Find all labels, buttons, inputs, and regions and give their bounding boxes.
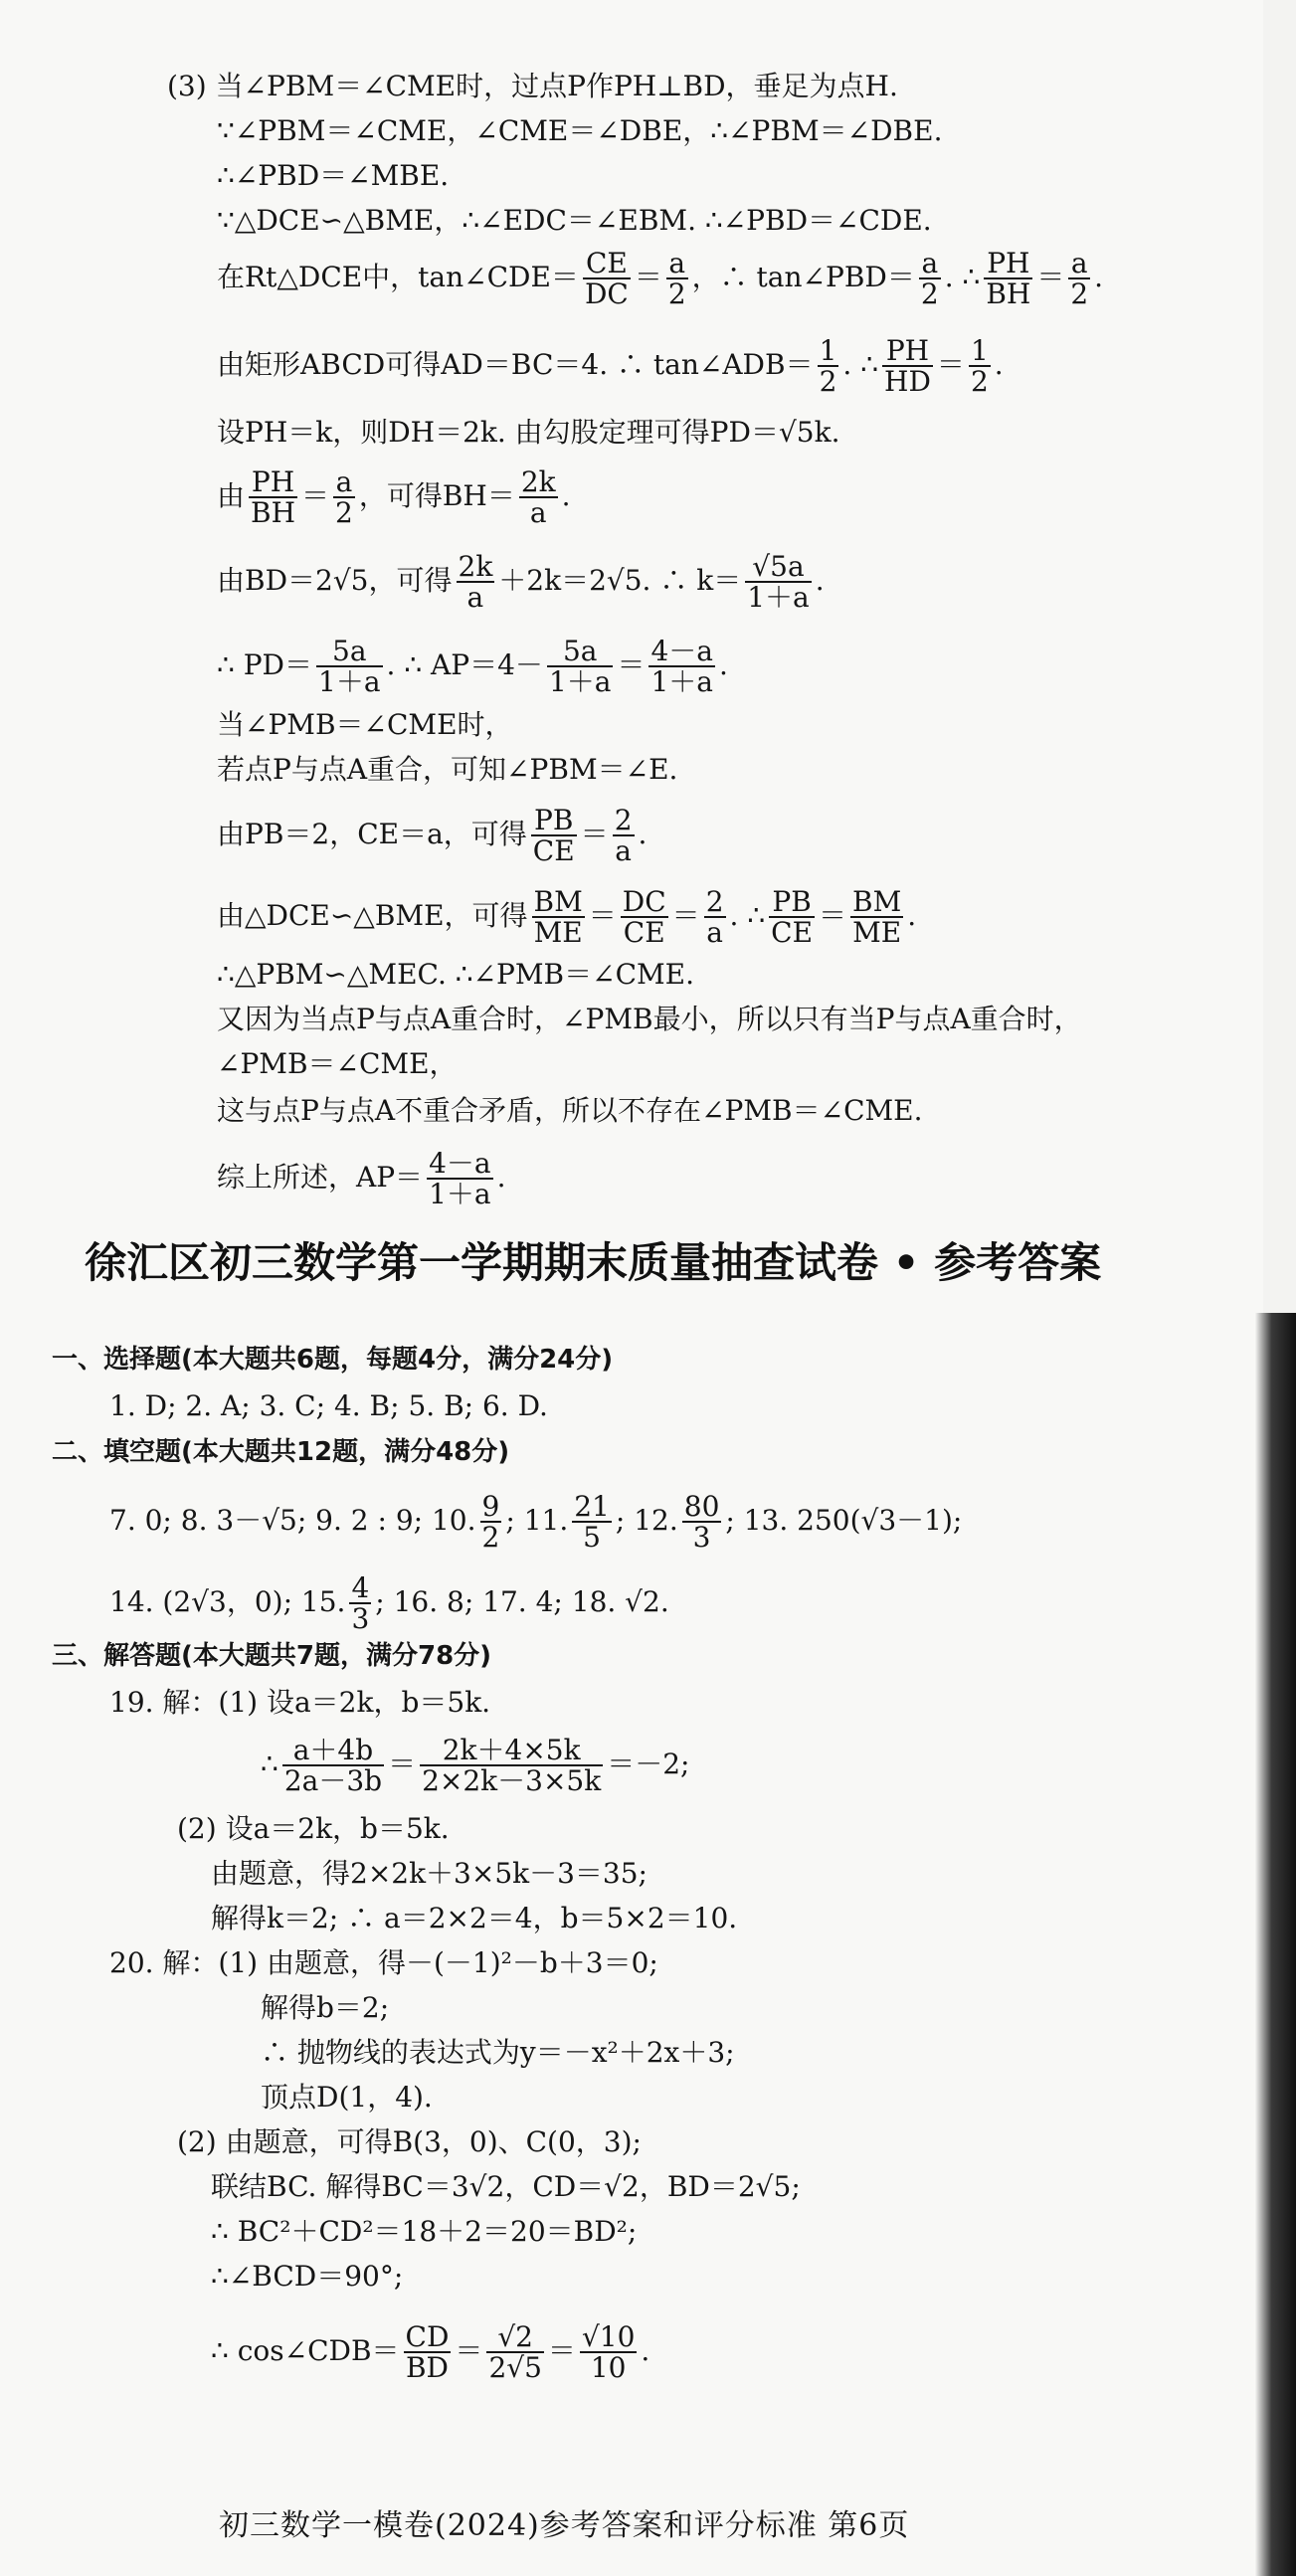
denominator: 1＋a bbox=[747, 581, 810, 615]
text: 由PB＝2，CE＝a，可得 bbox=[217, 817, 527, 850]
numerator: PH bbox=[249, 467, 297, 498]
text: . bbox=[907, 898, 917, 932]
denominator: 5 bbox=[583, 1521, 601, 1555]
denominator: 2 bbox=[1070, 277, 1089, 311]
numerator: CE bbox=[583, 249, 631, 279]
text: ∴ bbox=[261, 1747, 278, 1780]
part3-line-17: ∠PMB＝∠CME， bbox=[217, 1047, 458, 1080]
text: ＝ bbox=[455, 2333, 483, 2367]
text: . bbox=[1094, 260, 1104, 293]
denominator: 2×2k－3×5k bbox=[422, 1764, 602, 1798]
part3-line-1: (3) 当∠PBM＝∠CME时，过点P作PH⊥BD，垂足为点H. bbox=[167, 70, 898, 102]
numerator: a bbox=[1068, 249, 1090, 279]
numerator: PB bbox=[531, 806, 577, 836]
numerator: 2 bbox=[705, 885, 724, 918]
part3-line-12: 若点P与点A重合，可知∠PBM＝∠E. bbox=[217, 753, 678, 786]
q20-line-9 bbox=[211, 2322, 649, 2383]
text: ＝ bbox=[547, 2333, 576, 2367]
denominator: 3 bbox=[351, 1602, 370, 1636]
numerator: a bbox=[333, 467, 355, 498]
part3-line-10 bbox=[217, 637, 728, 697]
q19-line-4: 由题意，得2×2k＋3×5k－3＝35; bbox=[211, 1857, 648, 1890]
part3-line-8 bbox=[217, 467, 571, 528]
fraction bbox=[532, 887, 585, 948]
text: 由矩形ABCD可得AD＝BC＝4. ∴ tan∠ADB＝ bbox=[217, 347, 814, 381]
denominator: BH bbox=[986, 277, 1031, 311]
fraction bbox=[457, 552, 495, 613]
text: ＝ bbox=[671, 898, 700, 932]
numerator: CD bbox=[405, 2320, 450, 2353]
numerator: 4－a bbox=[429, 1147, 491, 1180]
text: 14. (2√3，0); 15. bbox=[109, 1584, 346, 1618]
section-heading-solution: 三、解答题(本大题共7题，满分78分) bbox=[52, 1641, 492, 1671]
fraction bbox=[249, 467, 297, 528]
fraction bbox=[769, 887, 815, 948]
numerator: √10 bbox=[581, 2320, 636, 2353]
numerator: 1 bbox=[819, 334, 837, 367]
numerator: 5a bbox=[316, 637, 383, 667]
numerator: DC bbox=[622, 885, 666, 918]
fraction bbox=[580, 2322, 637, 2383]
fraction bbox=[648, 637, 715, 697]
fraction bbox=[480, 1492, 502, 1553]
part3-line-5 bbox=[217, 249, 1103, 309]
denominator: CE bbox=[532, 834, 575, 868]
part3-line-18: 这与点P与点A不重合矛盾，所以不存在∠PMB＝∠CME. bbox=[217, 1094, 923, 1127]
part3-line-19 bbox=[217, 1149, 505, 1209]
denominator: ME bbox=[533, 916, 583, 950]
fraction bbox=[572, 1492, 612, 1553]
numerator: a bbox=[666, 249, 688, 279]
text: . bbox=[994, 347, 1004, 381]
denominator: 3 bbox=[692, 1521, 711, 1555]
part3-line-15: ∴△PBM∽△MEC. ∴∠PMB＝∠CME. bbox=[217, 958, 695, 991]
denominator: 2 bbox=[970, 365, 989, 399]
text: . bbox=[718, 647, 728, 681]
denominator: a bbox=[706, 916, 723, 950]
part3-line-11: 当∠PMB＝∠CME时， bbox=[217, 708, 513, 741]
section-heading-fill: 二、填空题(本大题共12题，满分48分) bbox=[52, 1437, 510, 1467]
fraction bbox=[519, 467, 558, 528]
fraction bbox=[282, 1736, 384, 1796]
denominator: a bbox=[529, 496, 547, 530]
denominator: 2 bbox=[920, 277, 939, 311]
numerator: 2k＋4×5k bbox=[420, 1736, 603, 1766]
text: . ∴ bbox=[729, 898, 766, 932]
text: ＋2k＝2√5. ∴ k＝ bbox=[498, 563, 742, 597]
q20-line-5: (2) 由题意，可得B(3，0)、C(0，3); bbox=[177, 2125, 642, 2158]
text: 在Rt△DCE中，tan∠CDE＝ bbox=[217, 260, 579, 293]
fraction bbox=[420, 1736, 603, 1796]
text: . bbox=[561, 478, 571, 512]
choice-answers: 1. D; 2. A; 3. C; 4. B; 5. B; 6. D. bbox=[109, 1389, 548, 1422]
numerator: 5a bbox=[547, 637, 614, 667]
text: 7. 0; 8. 3－√5; 9. 2 : 9; 10. bbox=[109, 1503, 476, 1537]
text: ∴ PD＝ bbox=[217, 647, 313, 681]
fraction bbox=[613, 806, 635, 866]
text: . bbox=[638, 817, 648, 850]
text: ，可得BH＝ bbox=[358, 478, 515, 512]
numerator: PB bbox=[769, 887, 815, 918]
numerator: a＋4b bbox=[282, 1736, 384, 1766]
numerator: 4 bbox=[351, 1571, 370, 1604]
text: ＝ bbox=[388, 1747, 417, 1780]
denominator: 10 bbox=[590, 2351, 627, 2385]
text: ＝ bbox=[617, 647, 646, 681]
text: . bbox=[815, 563, 825, 597]
text: ＝ bbox=[819, 898, 847, 932]
q20-line-4: 顶点D(1，4). bbox=[261, 2081, 433, 2114]
text: ; 12. bbox=[615, 1503, 678, 1537]
numerator: PH bbox=[882, 336, 933, 367]
text: ∴ cos∠CDB＝ bbox=[211, 2333, 400, 2367]
text: ; 16. 8; 17. 4; 18. √2. bbox=[375, 1584, 669, 1618]
denominator: BH bbox=[251, 496, 296, 530]
fraction bbox=[850, 887, 903, 948]
fraction bbox=[316, 637, 383, 697]
q19-line-2 bbox=[261, 1736, 689, 1796]
denominator: DC bbox=[584, 277, 629, 311]
text: ＝ bbox=[936, 347, 965, 381]
denominator: 2√5 bbox=[488, 2351, 542, 2385]
denominator: ME bbox=[852, 916, 902, 950]
denominator: 1＋a bbox=[429, 1178, 491, 1211]
page-edge-shadow bbox=[1255, 1313, 1296, 2576]
part3-line-4: ∵△DCE∽△BME，∴∠EDC＝∠EBM. ∴∠PBD＝∠CDE. bbox=[217, 204, 932, 237]
fraction bbox=[404, 2322, 452, 2383]
numerator: 21 bbox=[574, 1490, 610, 1523]
denominator: CE bbox=[623, 916, 665, 950]
text: ＝ bbox=[1036, 260, 1065, 293]
q19-line-1: 19. 解：(1) 设a＝2k，b＝5k. bbox=[109, 1686, 491, 1719]
numerator: 4－a bbox=[650, 635, 713, 667]
denominator: 2 bbox=[335, 496, 353, 530]
numerator: 80 bbox=[683, 1490, 720, 1523]
part3-line-2: ∵∠PBM＝∠CME，∠CME＝∠DBE，∴∠PBM＝∠DBE. bbox=[217, 114, 943, 147]
text: ＝ bbox=[588, 898, 617, 932]
fraction bbox=[704, 887, 726, 948]
fraction bbox=[745, 552, 812, 613]
fraction bbox=[621, 887, 668, 948]
fraction bbox=[486, 2322, 543, 2383]
text: 由△DCE∽△BME，可得 bbox=[217, 898, 528, 932]
fraction bbox=[427, 1149, 493, 1209]
text: ＝ bbox=[634, 260, 662, 293]
text: ＝ bbox=[580, 817, 609, 850]
numerator: BM bbox=[533, 885, 583, 918]
denominator: BD bbox=[405, 2351, 449, 2385]
numerator: PH bbox=[984, 249, 1032, 279]
text: ; 13. 250(√3－1); bbox=[725, 1503, 963, 1537]
fraction bbox=[349, 1573, 371, 1634]
fraction bbox=[984, 249, 1032, 309]
numerator: √5a bbox=[745, 552, 812, 583]
q20-line-3: ∴ 抛物线的表达式为y＝－x²＋2x＋3; bbox=[261, 2036, 735, 2069]
q20-line-8: ∴∠BCD＝90°; bbox=[211, 2260, 404, 2293]
denominator: 1＋a bbox=[548, 665, 612, 699]
denominator: HD bbox=[884, 365, 931, 399]
page-footer: 初三数学一模卷(2024)参考答案和评分标准 第6页 bbox=[219, 2508, 910, 2543]
text: ，∴ tan∠PBD＝ bbox=[691, 260, 915, 293]
fraction bbox=[1068, 249, 1090, 309]
text: ; 11. bbox=[505, 1503, 569, 1537]
fraction bbox=[333, 467, 355, 528]
fraction bbox=[882, 336, 933, 397]
fraction bbox=[818, 336, 839, 397]
page-title: 徐汇区初三数学第一学期期末质量抽查试卷 • 参考答案 bbox=[85, 1238, 1102, 1287]
fraction bbox=[969, 336, 991, 397]
fraction bbox=[583, 249, 631, 309]
denominator: 1＋a bbox=[318, 665, 381, 699]
text: 综上所述，AP＝ bbox=[217, 1160, 424, 1194]
fraction bbox=[682, 1492, 722, 1553]
part3-line-16: 又因为当点P与点A重合时，∠PMB最小，所以只有当P与点A重合时， bbox=[217, 1003, 1082, 1035]
text: ＝ bbox=[301, 478, 330, 512]
q20-line-6: 联结BC. 解得BC＝3√2，CD＝√2，BD＝2√5; bbox=[211, 2170, 801, 2203]
fill-answers-row-2 bbox=[109, 1573, 669, 1634]
q20-line-1: 20. 解：(1) 由题意，得－(－1)²－b＋3＝0; bbox=[109, 1946, 658, 1979]
denominator: 2a－3b bbox=[283, 1764, 383, 1798]
numerator: 2k bbox=[458, 550, 493, 583]
fraction bbox=[547, 637, 614, 697]
denominator: a bbox=[466, 581, 484, 615]
numerator: a bbox=[919, 249, 941, 279]
fraction bbox=[531, 806, 577, 866]
numerator: √2 bbox=[486, 2322, 543, 2353]
text: 由 bbox=[217, 478, 246, 512]
numerator: BM bbox=[852, 885, 902, 918]
part3-line-6 bbox=[217, 336, 1004, 397]
text: . ∴ bbox=[944, 260, 981, 293]
part3-line-13 bbox=[217, 806, 647, 866]
text: . ∴ bbox=[842, 347, 879, 381]
q19-line-5: 解得k＝2; ∴ a＝2×2＝4，b＝5×2＝10. bbox=[211, 1902, 738, 1934]
denominator: a bbox=[615, 834, 632, 868]
numerator: 2 bbox=[614, 804, 633, 836]
part3-line-14 bbox=[217, 887, 916, 948]
fill-answers-row-1 bbox=[109, 1492, 962, 1553]
q19-line-3: (2) 设a＝2k，b＝5k. bbox=[177, 1812, 450, 1845]
text: 由BD＝2√5，可得 bbox=[217, 563, 453, 597]
q20-line-7: ∴ BC²＋CD²＝18＋2＝20＝BD²; bbox=[211, 2215, 638, 2248]
numerator: 9 bbox=[481, 1490, 500, 1523]
q20-line-2: 解得b＝2; bbox=[261, 1991, 390, 2024]
fraction bbox=[919, 249, 941, 309]
denominator: 2 bbox=[481, 1521, 500, 1555]
denominator: 2 bbox=[819, 365, 837, 399]
text: . bbox=[641, 2333, 650, 2367]
denominator: 2 bbox=[667, 277, 686, 311]
section-heading-choice: 一、选择题(本大题共6题，每题4分，满分24分) bbox=[52, 1345, 614, 1375]
numerator: 1 bbox=[970, 334, 989, 367]
text: . ∴ AP＝4－ bbox=[386, 647, 543, 681]
part3-line-3: ∴∠PBD＝∠MBE. bbox=[217, 159, 450, 192]
fraction bbox=[666, 249, 688, 309]
denominator: 1＋a bbox=[650, 665, 713, 699]
numerator: 2k bbox=[520, 465, 556, 498]
part3-line-7: 设PH＝k，则DH＝2k. 由勾股定理可得PD＝√5k. bbox=[217, 416, 840, 449]
text: ＝－2; bbox=[607, 1747, 690, 1780]
part3-line-9 bbox=[217, 552, 825, 613]
denominator: CE bbox=[771, 916, 814, 950]
text: . bbox=[496, 1160, 506, 1194]
